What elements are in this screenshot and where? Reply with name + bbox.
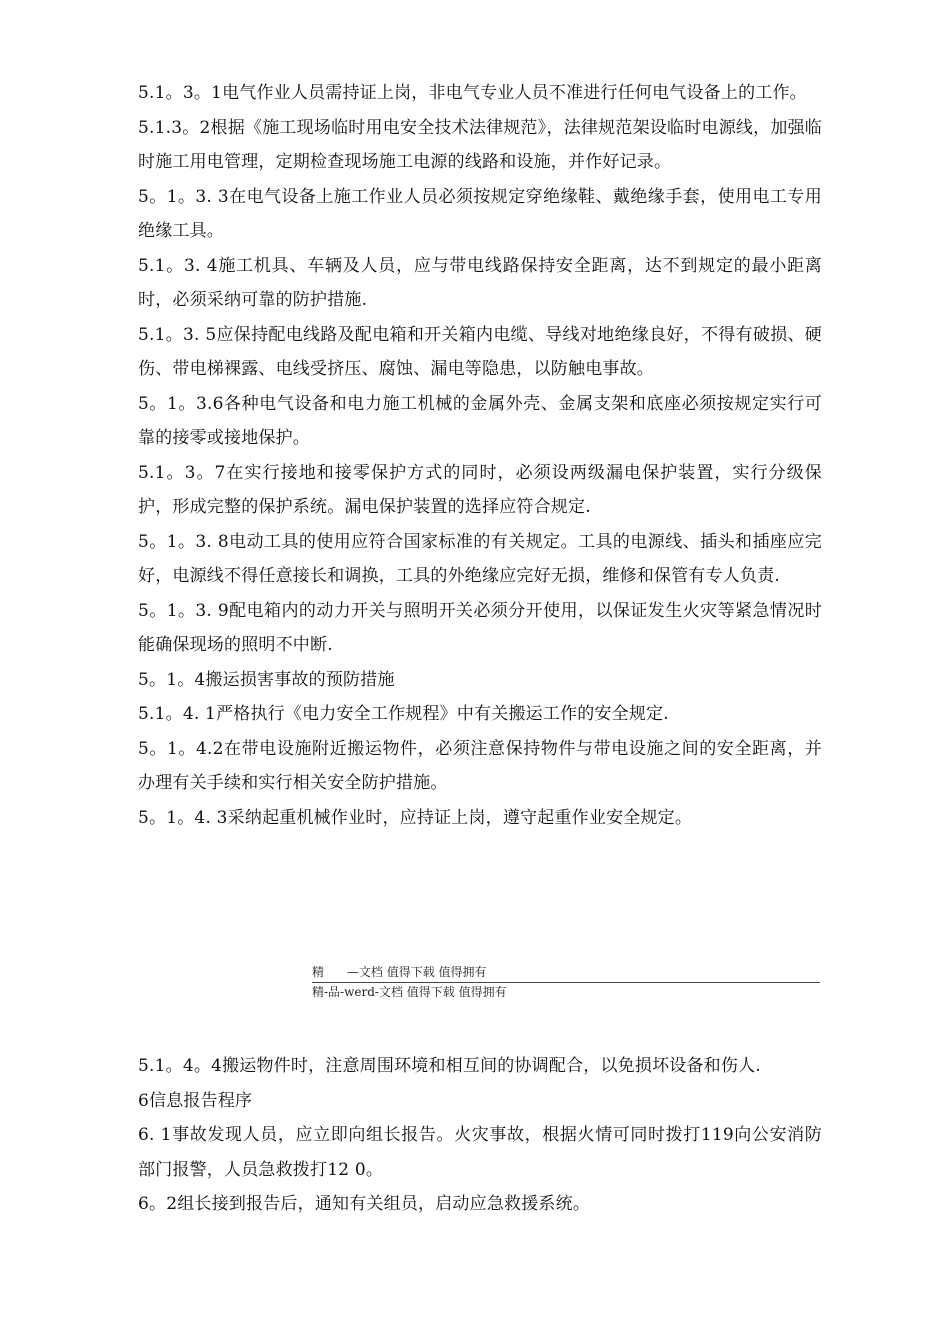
- content-block-upper: [138, 76, 822, 835]
- footer-line-1: 精 —文档 值得下载 值得拥有: [312, 964, 820, 983]
- paragraph-5-1-4-3: 5。1。4. 3采纳起重机械作业时，应持证上岗，遵守起重作业安全规定。: [138, 807, 693, 828]
- paragraph-5-1-4-1: 5.1。4. 1严格执行《电力安全工作规程》中有关搬运工作的安全规定.: [138, 704, 669, 724]
- content-block-lower: [138, 1049, 822, 1222]
- paragraph-5-1-3-9: 5。1。3. 9配电箱内的动力开关与照明开关必须分开使用，以保证发生火灾等紧急情况时能确保现场的照明不中断.: [138, 600, 822, 655]
- paragraph-5-1-4-4: 5.1。4。4搬运物件时，注意周围环境和相互间的协调配合，以免损坏设备和伤人.: [138, 1056, 761, 1076]
- page-footer: [312, 964, 820, 1001]
- paragraph-5-1-3-2: 5.1.3。2根据《施工现场临时用电安全技术法律规范》，法律规范架设临时电源线，加强临时施工用电管理，定期检查现场施工电源的线路和设施，并作好记录。: [138, 117, 822, 172]
- section-heading-5-1-4: 5。1。4搬运损害事故的预防措施: [138, 669, 395, 690]
- paragraph-5-1-3-4: 5.1。3. 4施工机具、车辆及人员，应与带电线路保持安全距离，达不到规定的最小距离时，必须采纳可靠的防护措施.: [138, 255, 822, 310]
- paragraph-5-1-4-2: 5。1。4.2在带电设施附近搬运物件，必须注意保持物件与带电设施之间的安全距离，并办理有关手续和实行相关安全防护措施。: [138, 738, 822, 793]
- paragraph-5-1-3-1: 5.1。3。1电气作业人员需持证上岗，非电气专业人员不准进行任何电气设备上的工作。: [138, 83, 807, 103]
- paragraph-6-2: 6。2组长接到报告后，通知有关组员，启动应急救援系统。: [138, 1194, 591, 1214]
- paragraph-5-1-3-8: 5。1。3. 8电动工具的使用应符合国家标准的有关规定。工具的电源线、插头和插座应完好，电源线不得任意接长和调换，工具的外绝缘应完好无损，维修和保管有专人负责.: [138, 531, 822, 586]
- paragraph-5-1-3-3: 5。1。3. 3在电气设备上施工作业人员必须按规定穿绝缘鞋、戴绝缘手套，使用电工专用绝缘工具。: [138, 186, 822, 241]
- section-heading-6: 6信息报告程序: [138, 1090, 253, 1111]
- paragraph-5-1-3-7: 5.1。3。7在实行接地和接零保护方式的同时，必须设两级漏电保护装置，实行分级保护，形成完整的保护系统。漏电保护装置的选择应符合规定.: [138, 462, 822, 517]
- paragraph-6-1: 6. 1事故发现人员，应立即向组长报告。火灾事故，根据火情可同时拨打119向公安消防部门报警，人员急救拨打12 0。: [138, 1125, 822, 1180]
- footer-line-2: 精-品-werd-文档 值得下载 值得拥有: [312, 985, 507, 999]
- paragraph-5-1-3-5: 5.1。3. 5应保持配电线路及配电箱和开关箱内电缆、导线对地绝缘良好，不得有破损、硬伤、带电梯裸露、电线受挤压、腐蚀、漏电等隐患，以防触电事故。: [138, 324, 822, 379]
- paragraph-5-1-3-6: 5。1。3.6各种电气设备和电力施工机械的金属外壳、金属支架和底座必须按规定实行可靠的接零或接地保护。: [138, 393, 822, 448]
